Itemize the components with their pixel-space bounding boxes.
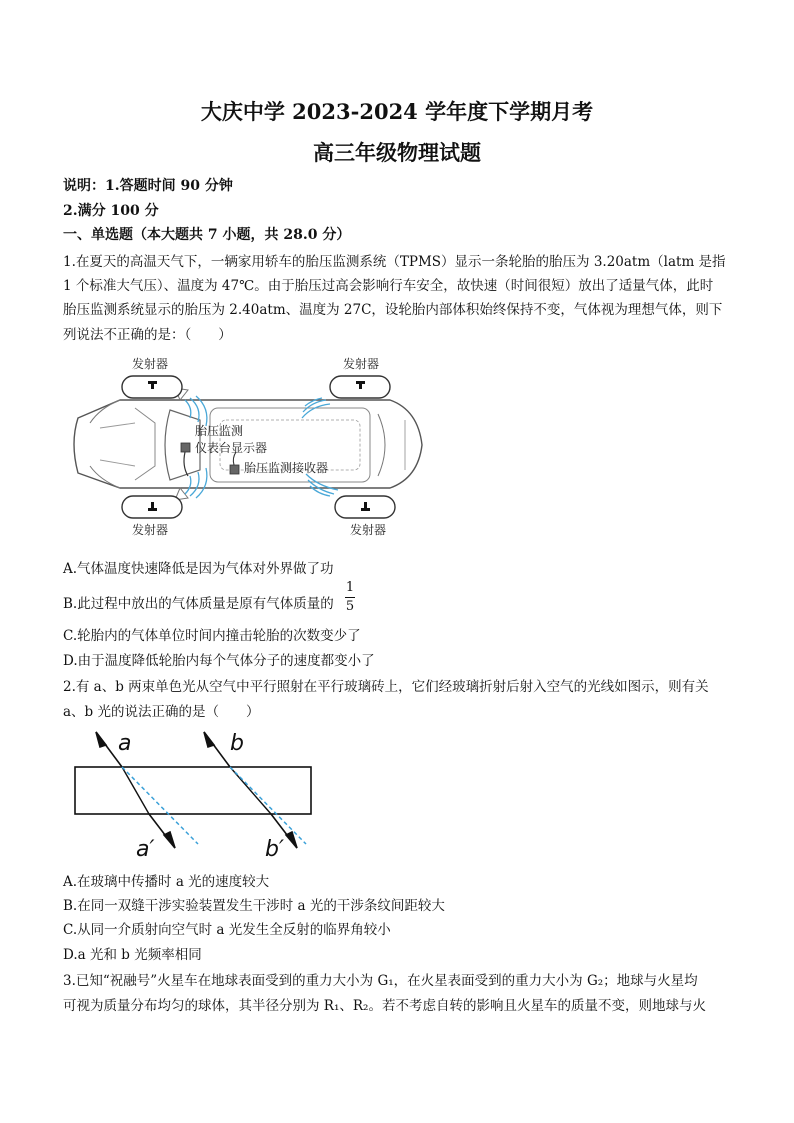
dashed-extension-a	[122, 767, 198, 844]
label-a-prime: a′	[136, 837, 155, 862]
label-emitter: 发射器	[343, 357, 380, 371]
glass-slab-figure	[60, 724, 330, 864]
emitter-front-bottom	[122, 496, 182, 518]
q2-stem-line: 2.有 a、b 两束单色光从空气中平行照射在平行玻璃砖上，它们经玻璃折射后射入空气的光线如图示，则有关	[63, 679, 709, 695]
q3-stem-line: 3.已知“祝融号”火星车在地球表面受到的重力大小为 G₁，在火星表面受到的重力大小为 G₂；地球与火星均	[63, 973, 698, 989]
q1-option-b: B.此过程中放出的气体质量是原有气体质量的	[63, 596, 334, 612]
exam-title: 大庆中学 2023-2024 学年度下学期月考	[200, 99, 594, 124]
q2-option-a: A.在玻璃中传播时 a 光的速度较大	[63, 874, 270, 890]
q3-stem-line: 可视为质量分布均匀的球体，其半径分别为 R₁、R₂。若不考虑自转的影响且火星车的质量不变，则地球与火	[63, 998, 706, 1014]
fraction-denominator: 5	[345, 599, 355, 614]
note-time: 说明：1.答题时间 90 分钟	[63, 178, 233, 194]
label-b-prime: b′	[265, 837, 284, 862]
tpms-car-figure	[60, 348, 450, 538]
exam-subtitle: 高三年级物理试题	[313, 140, 481, 165]
q2-option-c: C.从同一介质射向空气时 a 光发生全反射的临界角较小	[63, 922, 391, 938]
q1-option-d: D.由于温度降低轮胎内每个气体分子的速度都变小了	[63, 653, 375, 669]
q2-option-b: B.在同一双缝干涉实验装置发生干涉时 a 光的干涉条纹间距较大	[63, 898, 445, 914]
q2-option-d: D.a 光和 b 光频率相同	[63, 947, 202, 963]
fraction-numerator: 1	[345, 580, 355, 595]
label-b: b	[230, 731, 244, 756]
emitter-rear-top	[330, 376, 390, 398]
q1-stem-line: 1.在夏天的高温天气下，一辆家用轿车的胎压监测系统（TPMS）显示一条轮胎的胎压为 3.20atm（latm 是指	[63, 254, 726, 270]
label-emitter: 发射器	[132, 523, 169, 537]
label-emitter: 发射器	[350, 523, 387, 537]
label-emitter: 发射器	[132, 357, 169, 371]
label-display-line2: 仪表台显示器	[195, 441, 268, 455]
q1-stem-line: 列说法不正确的是：（ ）	[63, 327, 232, 343]
q1-stem-line: 1 个标准大气压）、温度为 47℃。由于胎压过高会影响行车安全，故快速（时间很短）放出了适量气体，此时	[63, 278, 714, 294]
emitter-rear-bottom	[335, 496, 395, 518]
q2-stem-line: a、b 光的说法正确的是（ ）	[63, 704, 260, 720]
dashboard-display	[181, 443, 190, 452]
note-score: 2.满分 100 分	[63, 203, 159, 219]
label-display-line1: 胎压监测	[195, 424, 244, 438]
q1-option-a: A.气体温度快速降低是因为气体对外界做了功	[63, 561, 334, 577]
q1-stem-line: 胎压监测系统显示的胎压为 2.40atm、温度为 27C，设轮胎内部体积始终保持不变，气体视为理想气体，则下	[63, 302, 723, 318]
emitter-front-top	[122, 376, 182, 398]
q1-option-c: C.轮胎内的气体单位时间内撞击轮胎的次数变少了	[63, 628, 361, 644]
glass-slab	[75, 767, 311, 814]
tpms-receiver	[230, 465, 239, 474]
fraction-bar	[345, 597, 355, 598]
label-receiver: 胎压监测接收器	[244, 461, 329, 475]
label-a: a	[118, 731, 132, 756]
section-heading: 一、单选题（本大题共 7 小题，共 28.0 分）	[63, 227, 351, 243]
dashed-extension-b	[230, 767, 306, 844]
